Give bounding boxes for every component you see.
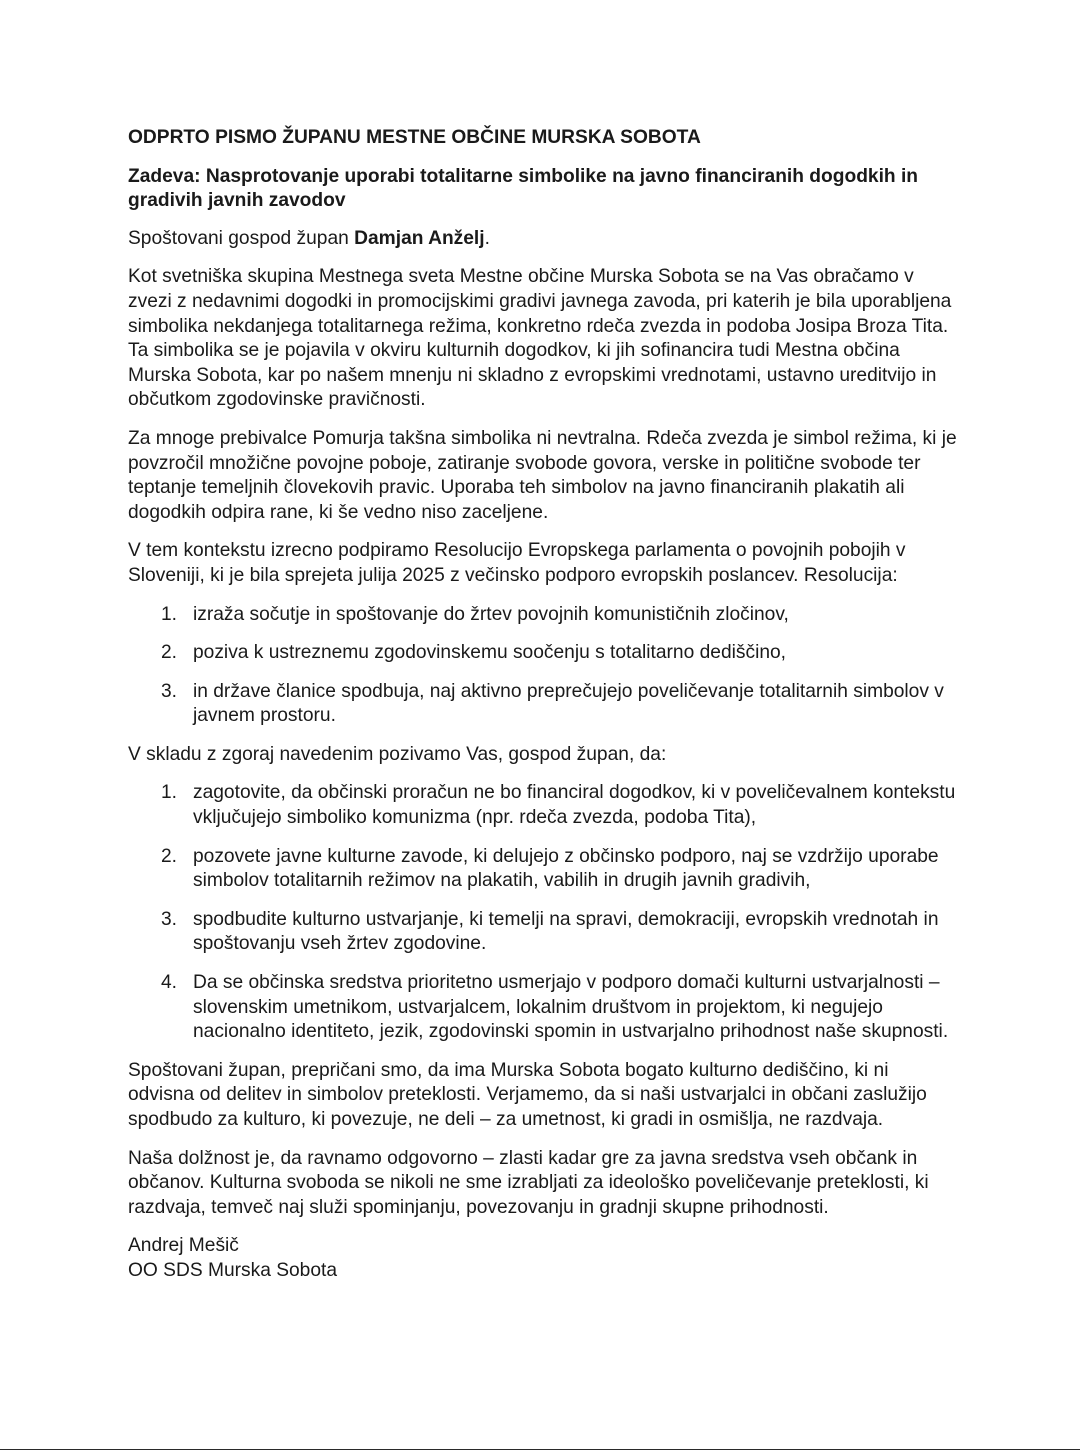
list-item [128, 603, 958, 628]
letter-subject: Zadeva: Nasprotovanje uporabi totalitarne simbolike na javno financiranih dogodkih in gradivih javnih zavodov [128, 165, 919, 212]
list-item [128, 971, 958, 1045]
greeting-suffix: . [484, 227, 490, 249]
list-item-text: zagotovite, da občinski proračun ne bo financiral dogodkov, ki v poveličevalnem kontekstu vključujejo simboliko komunizma (npr. rdeča zvezda, podoba Tita), [193, 782, 956, 829]
list-item-number: 3. [161, 908, 178, 930]
list-item-text: pozovete javne kulturne zavode, ki delujejo z občinsko podporo, naj se vzdržijo uporabe simbolov totalitarnih režimov na plakatih, vabilih in drugih javnih gradivih, [193, 845, 939, 892]
list-item-number: 3. [161, 680, 178, 702]
list-item [128, 908, 958, 957]
list-item [128, 641, 958, 666]
list-item-text: spodbudite kulturno ustvarjanje, ki temelji na spravi, demokraciji, evropskih vrednotah in spoštovanju vseh žrtev zgodovine. [193, 908, 939, 955]
list-item-number: 2. [161, 845, 178, 867]
list-item [128, 845, 958, 894]
paragraph-requests-intro: V skladu z zgoraj navedenim pozivamo Vas, gospod župan, da: [128, 743, 667, 765]
paragraph-resolution: V tem kontekstu izrecno podpiramo Resolucijo Evropskega parlamenta o povojnih pobojih v Sloveniji, ki je bila sprejeta julija 2025 z večinsko podporo evropskih poslancev. Resolucija: [128, 540, 906, 586]
page-bottom-divider [0, 1449, 1080, 1450]
letter-page [128, 126, 958, 1284]
paragraph-symbolism: Za mnoge prebivalce Pomurja takšna simbolika ni nevtralna. Rdeča zvezda je simbol režima, ki je povzročil množične povojne poboje, zatiranje svobode govora, verske in politične svobode ter teptanje temeljnih človekovih pravic. Uporaba teh simbolov na javno financiranih plakatih ali dogodkih odpira rane, ki še vedno niso zaceljene. [128, 427, 957, 523]
list-item-text: Da se občinska sredstva prioritetno usmerjajo v podporo domači kulturni ustvarjalnosti – slovenskim umetnikom, ustvarjalcem, lokalnim društvom in projektom, ki negujejo nacionalno identiteto, jezik, zgodovinski spomin in ustvarjalno prihodnost naše skupnosti. [193, 972, 949, 1043]
list-item-number: 1. [161, 782, 178, 804]
signature-organization: OO SDS Murska Sobota [128, 1259, 338, 1281]
paragraph-heritage: Spoštovani župan, prepričani smo, da ima Murska Sobota bogato kulturno dediščino, ki ni odvisna od delitev in simbolov preteklosti. Verjamemo, da si naši ustvarjalci in občani zaslužijo spodbudo za kulturo, ki povezuje, ne deli – za umetnost, ki gradi in osmišlja, ne razdvaja. [128, 1059, 927, 1130]
greeting-mayor-name: Damjan Anželj [354, 227, 485, 249]
list-item [128, 781, 958, 830]
greeting-prefix: Spoštovani gospod župan [128, 227, 355, 249]
list-item-text: izraža sočutje in spoštovanje do žrtev povojnih komunističnih zločinov, [193, 603, 789, 625]
list-item-text: in države članice spodbuja, naj aktivno preprečujejo poveličevanje totalitarnih simbolov v javnem prostoru. [193, 680, 944, 727]
list-item-number: 1. [161, 603, 178, 625]
paragraph-duty: Naša dolžnost je, da ravnamo odgovorno – zlasti kadar gre za javna sredstva vseh občank in občanov. Kulturna svoboda se nikoli ne sme izrabljati za ideološko poveličevanje preteklosti, ki razdvaja, temveč naj služi spominjanju, povezovanju in gradnji skupne prihodnosti. [128, 1147, 929, 1218]
letter-title: ODPRTO PISMO ŽUPANU MESTNE OBČINE MURSKA SOBOTA [128, 127, 701, 148]
paragraph-introduction: Kot svetniška skupina Mestnega sveta Mestne občine Murska Sobota se na Vas obračamo v zvezi z nedavnimi dogodki in promocijskimi gradivi javnega zavoda, pri katerih je bila uporabljena simbolika nekdanjega totalitarnega režima, konkretno rdeča zvezda in podoba Josipa Broza Tita. Ta simbolika se je pojavila v okviru kulturnih dogodkov, ki jih sofinancira tudi Mestna občina Murska Sobota, kar po našem mnenju ni skladno z evropskimi vrednotami, ustavno ureditvijo in občutkom zgodovinske pravičnosti. [128, 266, 952, 411]
signature-name: Andrej Mešič [128, 1235, 239, 1257]
list-item-number: 2. [161, 642, 178, 664]
signature-block [128, 1234, 958, 1283]
letter-greeting [128, 227, 958, 252]
list-item-text: poziva k ustreznemu zgodovinskemu soočenju s totalitarno dediščino, [193, 642, 787, 664]
list-item-number: 4. [161, 972, 178, 994]
list-item [128, 680, 958, 729]
requests-list [128, 781, 958, 1044]
resolution-list [128, 603, 958, 729]
